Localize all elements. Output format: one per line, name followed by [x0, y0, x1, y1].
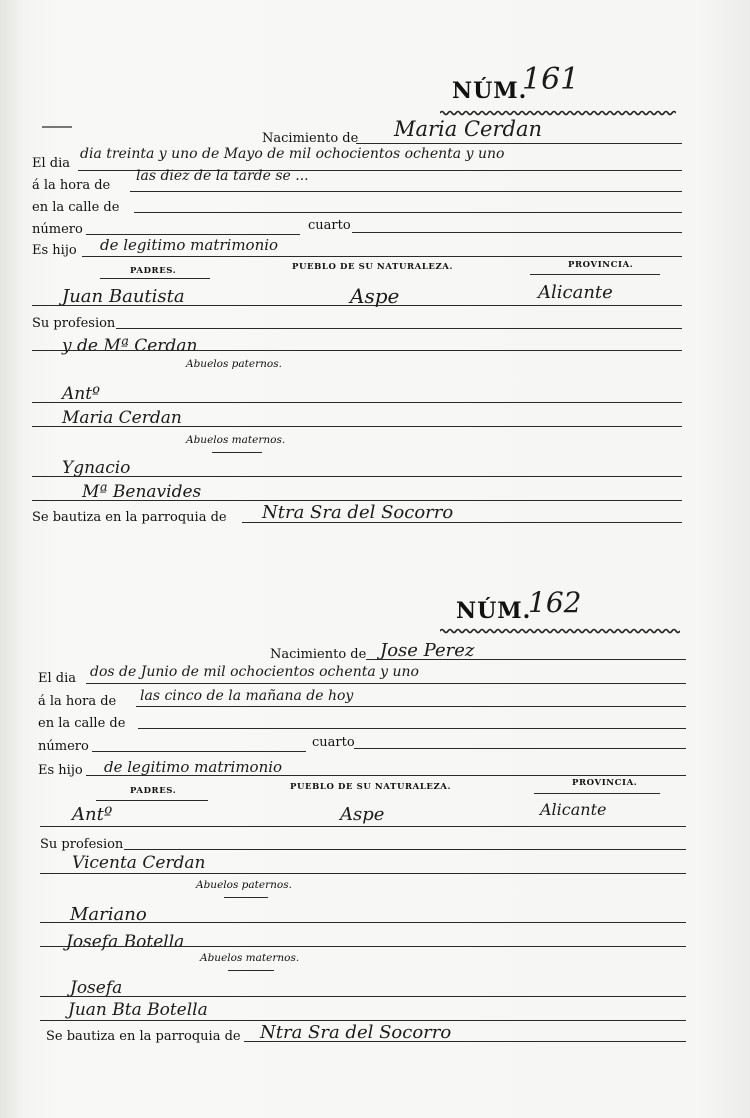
madre-value: Vicenta Cerdan	[72, 853, 206, 873]
parroquia-label: Se bautiza en la parroquia de	[46, 1029, 241, 1044]
profesion-line	[116, 328, 682, 329]
record-number-label: NÚM.	[452, 78, 528, 104]
abuelo-materno-2-line	[40, 1020, 686, 1021]
nacimiento-label: Nacimiento de	[262, 131, 359, 146]
cuarto-label: cuarto	[308, 218, 351, 233]
hora-label: á la hora de	[38, 694, 117, 709]
hijo-value: de legitimo matrimonio	[104, 758, 283, 776]
abuelo-materno-2-line	[32, 500, 682, 501]
madre-line	[32, 350, 682, 351]
dia-label: El dia	[32, 156, 71, 171]
pueblo-value: Aspe	[350, 284, 400, 308]
margin-mark	[42, 126, 72, 128]
parroquia-line	[244, 1041, 686, 1042]
abuelos-maternos-label: Abuelos maternos.	[186, 434, 286, 446]
abuelo-materno-2: Juan Bta Botella	[68, 1000, 208, 1020]
madre-value: y de Mª Cerdan	[62, 336, 198, 356]
padre-line	[40, 826, 686, 827]
abuelos-paternos-label: Abuelos paternos.	[186, 358, 282, 370]
abuelos-paternos-underline	[224, 897, 268, 898]
profesion-line	[124, 849, 686, 850]
abuelo-materno-1: Ygnacio	[62, 458, 131, 478]
numero-label: número	[38, 739, 89, 754]
abuelos-maternos-underline	[212, 452, 262, 453]
parroquia-value: Ntra Sra del Socorro	[260, 1022, 452, 1043]
abuelo-paterno-1-line	[32, 402, 682, 403]
numero-line	[92, 751, 306, 752]
abuelo-materno-1-line	[40, 996, 686, 997]
nacimiento-line	[356, 143, 682, 144]
abuelo-paterno-2-line	[40, 946, 686, 947]
profesion-label: Su profesion	[40, 837, 124, 852]
padres-underline	[96, 800, 208, 801]
hijo-value: de legitimo matrimonio	[100, 236, 279, 254]
provincia-underline	[534, 793, 660, 794]
padre-line	[32, 305, 682, 306]
dia-value: dia treinta y uno de Mayo de mil ochocientos ochenta y uno	[80, 146, 505, 162]
padres-label: PADRES.	[130, 266, 177, 276]
record-number-label: NÚM.	[456, 598, 532, 624]
madre-line	[40, 873, 686, 874]
nacimiento-value: Jose Perez	[380, 640, 475, 661]
hora-value: las diez de la tarde se ...	[136, 168, 309, 184]
calle-line	[138, 728, 686, 729]
calle-label: en la calle de	[32, 200, 120, 215]
cuarto-line	[354, 748, 686, 749]
hora-value: las cinco de la mañana de hoy	[140, 688, 354, 704]
abuelo-paterno-2: Maria Cerdan	[62, 408, 182, 428]
abuelos-maternos-underline	[228, 970, 274, 971]
abuelo-materno-2: Mª Benavides	[82, 482, 202, 502]
hijo-line	[82, 256, 682, 257]
abuelos-maternos-label: Abuelos maternos.	[200, 952, 300, 964]
abuelo-paterno-1-line	[40, 922, 686, 923]
nacimiento-label: Nacimiento de	[270, 647, 367, 662]
record-number-value: 162	[528, 586, 582, 619]
padres-label: PADRES.	[130, 786, 177, 796]
provincia-label: PROVINCIA.	[572, 778, 638, 788]
numero-label: número	[32, 222, 83, 237]
nacimiento-line	[366, 659, 686, 660]
dia-label: El dia	[38, 671, 77, 686]
provincia-value: Alicante	[538, 282, 613, 303]
dia-value: dos de Junio de mil ochocientos ochenta y uno	[90, 664, 419, 680]
pueblo-value: Aspe	[340, 804, 385, 825]
record-number-value: 161	[522, 62, 580, 97]
abuelo-paterno-2: Josefa Botella	[66, 932, 185, 952]
provincia-underline	[530, 274, 660, 275]
hora-label: á la hora de	[32, 178, 111, 193]
cuarto-line	[352, 232, 682, 233]
cuarto-label: cuarto	[312, 735, 355, 750]
abuelo-materno-1: Josefa	[70, 978, 123, 998]
padres-underline	[100, 278, 210, 279]
wavy-divider	[440, 628, 680, 634]
nacimiento-value: Maria Cerdan	[394, 117, 542, 141]
hora-line	[136, 706, 686, 707]
hijo-label: Es hijo	[38, 763, 83, 778]
abuelo-paterno-1: Mariano	[70, 904, 147, 925]
profesion-label: Su profesion	[32, 316, 116, 331]
pueblo-label: PUEBLO DE SU NATURALEZA.	[292, 262, 454, 272]
hijo-label: Es hijo	[32, 243, 77, 258]
numero-line	[86, 234, 300, 235]
calle-label: en la calle de	[38, 716, 126, 731]
hijo-line	[86, 775, 686, 776]
parroquia-value: Ntra Sra del Socorro	[262, 502, 454, 523]
abuelo-paterno-2-line	[32, 426, 682, 427]
dia-line	[86, 683, 686, 684]
abuelos-paternos-label: Abuelos paternos.	[196, 879, 292, 891]
parroquia-line	[242, 522, 682, 523]
abuelo-materno-1-line	[32, 476, 682, 477]
abuelo-paterno-1: Antº	[62, 384, 101, 404]
provincia-label: PROVINCIA.	[568, 260, 634, 270]
calle-line	[134, 212, 682, 213]
padre-value: Antº	[72, 804, 113, 825]
pueblo-label: PUEBLO DE SU NATURALEZA.	[290, 782, 452, 792]
padre-value: Juan Bautista	[62, 286, 185, 307]
parroquia-label: Se bautiza en la parroquia de	[32, 510, 227, 525]
wavy-divider	[440, 110, 676, 116]
provincia-value: Alicante	[540, 800, 607, 819]
hora-line	[130, 191, 682, 192]
